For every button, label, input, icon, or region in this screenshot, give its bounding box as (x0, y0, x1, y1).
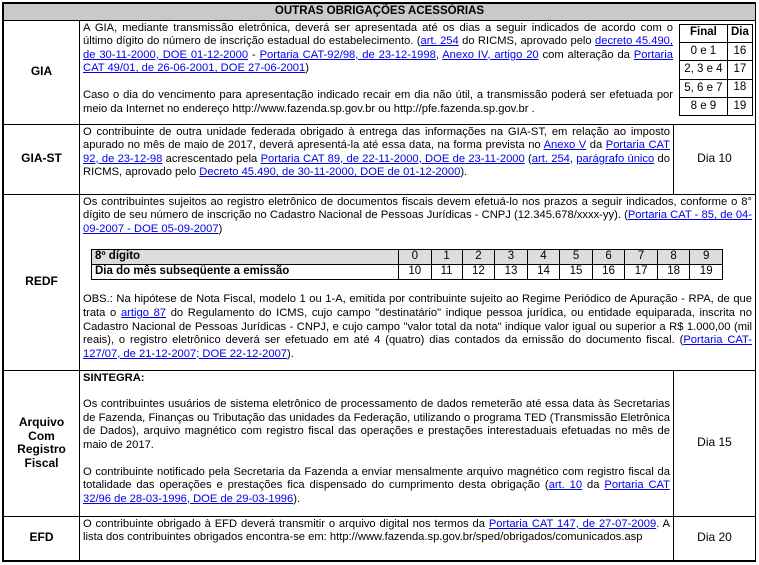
arquivo-label: Arquivo Com Registro Fiscal (4, 370, 80, 516)
title-row (4, 4, 756, 21)
link-portaria-cat-32-96[interactable]: Portaria CAT 32/96 de 28-03-1996, DOE de 29-03-1996 (83, 479, 670, 505)
gia-final-table: Final Dia 0 e 1 16 2, 3 e 4 17 5, 6 e 7 18 8 e 9 19 (679, 24, 753, 117)
efd-text: O contribuinte obrigado à EFD deverá transmitir o arquivo digital nos termos da Portaria CAT 147, de 27-07-2009. A lista dos contribuintes obrigados encontra-se em: http://www.fazenda.sp.gov.br/sped/obrigados/comunicados.asp (80, 516, 674, 560)
link-portaria-cat-92[interactable]: Portaria CAT 92, de 23-12-98 (83, 139, 670, 165)
gia-final-cell: 8 e 9 (680, 97, 728, 115)
arquivo-due: Dia 15 (674, 370, 756, 516)
link-paragrafo-unico[interactable]: parágrafo único (576, 152, 655, 165)
obligations-page (2, 2, 756, 562)
giast-due: Dia 10 (674, 124, 756, 194)
link-decreto-45490[interactable]: decreto 45.490, de 30-11-2000, DOE 01-12-2000 (83, 35, 674, 61)
gia-final-cell: 0 e 1 (680, 42, 728, 60)
gia-dia-cell: 17 (727, 61, 752, 79)
sintegra-paragraph: Os contribuintes usuários de sistema eletrônico de processamento de dados remeterão até essa data às Secretarias de Fazenda, Finanças ou Tributação das unidades da Federação, utilizando o programa TED (Transmissão Eletrônica de Dados), arquivo magnético com registro fiscal das operações e prestações interestaduais efetuadas no mês de maio de 2017. (83, 398, 670, 451)
redf-row (4, 194, 756, 370)
redf-label: REDF (4, 194, 80, 370)
link-anexo-iv[interactable]: Anexo IV, artigo 20 (442, 48, 539, 61)
redf-digit-header: 8º dígito (92, 250, 399, 265)
redf-day-header: Dia do mês subseqüente a emissão (92, 265, 399, 280)
arquivo-row (4, 370, 756, 516)
link-decreto-45490[interactable]: Decreto 45.490, de 30-11-2000, DOE de 01-12-2000 (199, 166, 461, 179)
redf-text: Os contribuintes sujeitos ao registro eletrônico de documentos fiscais devem efetuá-lo nos prazos a seguir indicados, conforme o 8° dígito de seu número de inscrição no Cadastro Nacional de Pessoas Jurídicas - CNPJ (12.345.678/xxxx-yy). (Portaria CAT - 85, de 04-09-2007 - DOE 05-09-2007) (83, 195, 753, 235)
arquivo-text (80, 370, 674, 516)
gia-dia-cell: 18 (727, 79, 752, 97)
link-anexo-v[interactable]: Anexo V (543, 139, 587, 152)
gia-final-cell: 5, 6 e 7 (680, 79, 728, 97)
sintegra-notice: O contribuinte notificado pela Secretaria da Fazenda a enviar mensalmente arquivo magnético com registro fiscal da totalidade das operações e prestações fica dispensado do cumprimento desta obrigação (art. 10 da Portaria CAT 32/96 de 28-03-1996, DOE de 29-03-1996). (83, 465, 670, 505)
gia-holiday-note: Caso o dia do vencimento para apresentação indicado recair em dia não útil, a transmissão poderá ser efetuada por meio da Internet no endereço http://www.fazenda.sp.gov.br ou http://pfe.fazenda.sp.gov.br . (83, 88, 674, 115)
efd-label: EFD (4, 516, 80, 560)
gia-row (4, 20, 756, 124)
link-artigo-87[interactable]: artigo 87 (120, 306, 167, 319)
giast-text: O contribuinte de outra unidade federada obrigado à entrega das informações na GIA-ST, em relação ao imposto apurado no mês de maio de 2017, deverá apresentá-la até essa data, na forma prevista no Anexo V da Portaria CAT 92, de 23-12-98 acrescentado pela Portaria CAT 89, de 22-11-2000, DOE de 23-11-2000 (art. 254, parágrafo único do RICMS, aprovado pelo Decreto 45.490, de 30-11-2000, DOE de 01-12-2000). (80, 124, 674, 194)
link-art-254[interactable]: art. 254 (531, 152, 570, 165)
efd-row (4, 516, 756, 560)
link-portaria-cat-85[interactable]: Portaria CAT - 85, de 04-09-2007 - DOE 05-09-2007 (83, 209, 752, 235)
table-title: OUTRAS OBRIGAÇÕES ACESSÓRIAS (4, 4, 756, 21)
redf-obs: OBS.: Na hipótese de Nota Fiscal, modelo 1 ou 1-A, emitida por contribuinte sujeito ao Regime Periódico de Apuração - RPA, de que trata o artigo 87 do Regulamento do ICMS, cujo campo "destinatário" indique pessoa jurídica, ou entidade equiparada, inscrita no Cadastro Nacional de Pessoas Jurídicas - CNPJ, e cujo campo "valor total da nota" indique valor igual ou superior a R$ 1.000,00 (mil reais), o registro eletrônico deverá ser efetuado em até 4 (quatro) dias contados da emissão do documento fiscal. (Portaria CAT-127/07, de 21-12-2007; DOE 22-12-2007). (83, 293, 753, 360)
giast-row (4, 124, 756, 194)
sintegra-heading: SINTEGRA: (83, 371, 145, 384)
obligations-table (3, 3, 756, 561)
link-portaria-cat-92-98[interactable]: Portaria CAT-92/98, de 23-12-1998 (259, 48, 436, 61)
redf-digit-table: 8º dígito 0 1 2 3 4 5 6 7 8 9 Dia do mês subseqüente a emissão 10 11 12 13 14 15 16 17 18 19 (91, 249, 723, 280)
link-portaria-cat-49-01[interactable]: Portaria CAT 49/01, de 26-06-2001, DOE 27-06-2001 (83, 48, 673, 75)
link-portaria-cat-89[interactable]: Portaria CAT 89, de 22-11-2000, DOE de 23-11-2000 (260, 152, 525, 165)
gia-dia-cell: 19 (727, 97, 752, 115)
link-art-10[interactable]: art. 10 (548, 479, 583, 492)
giast-label: GIA-ST (4, 124, 80, 194)
efd-due: Dia 20 (674, 516, 756, 560)
link-portaria-cat-147[interactable]: Portaria CAT 147, de 27-07-2009 (488, 517, 657, 530)
gia-label: GIA (4, 20, 80, 124)
gia-final-cell: 2, 3 e 4 (680, 61, 728, 79)
gia-dia-cell: 16 (727, 42, 752, 60)
link-art-254[interactable]: art. 254 (420, 35, 459, 48)
gia-text: A GIA, mediante transmissão eletrônica, deverá ser apresentada até os dias a seguir indicados de acordo com o último dígito do número de inscrição estadual do estabelecimento. (art. 254 do RICMS, aprovado pelo decreto 45.490, de 30-11-2000, DOE 01-12-2000 - Portaria CAT-92/98, de 23-12-1998, Anexo IV, artigo 20 com alteração da Portaria CAT 49/01, de 26-06-2001, DOE 27-06-2001) Caso o dia do vencimento para apresentação indicado recair em dia não útil, a transmissão poderá ser efetuada por meio da Internet no endereço http://www.fazenda.sp.gov.br ou http://pfe.fazenda.sp.gov.br . (83, 21, 674, 115)
link-portaria-cat-127[interactable]: Portaria CAT-127/07, de 21-12-2007; DOE 22-12-2007 (83, 334, 753, 360)
